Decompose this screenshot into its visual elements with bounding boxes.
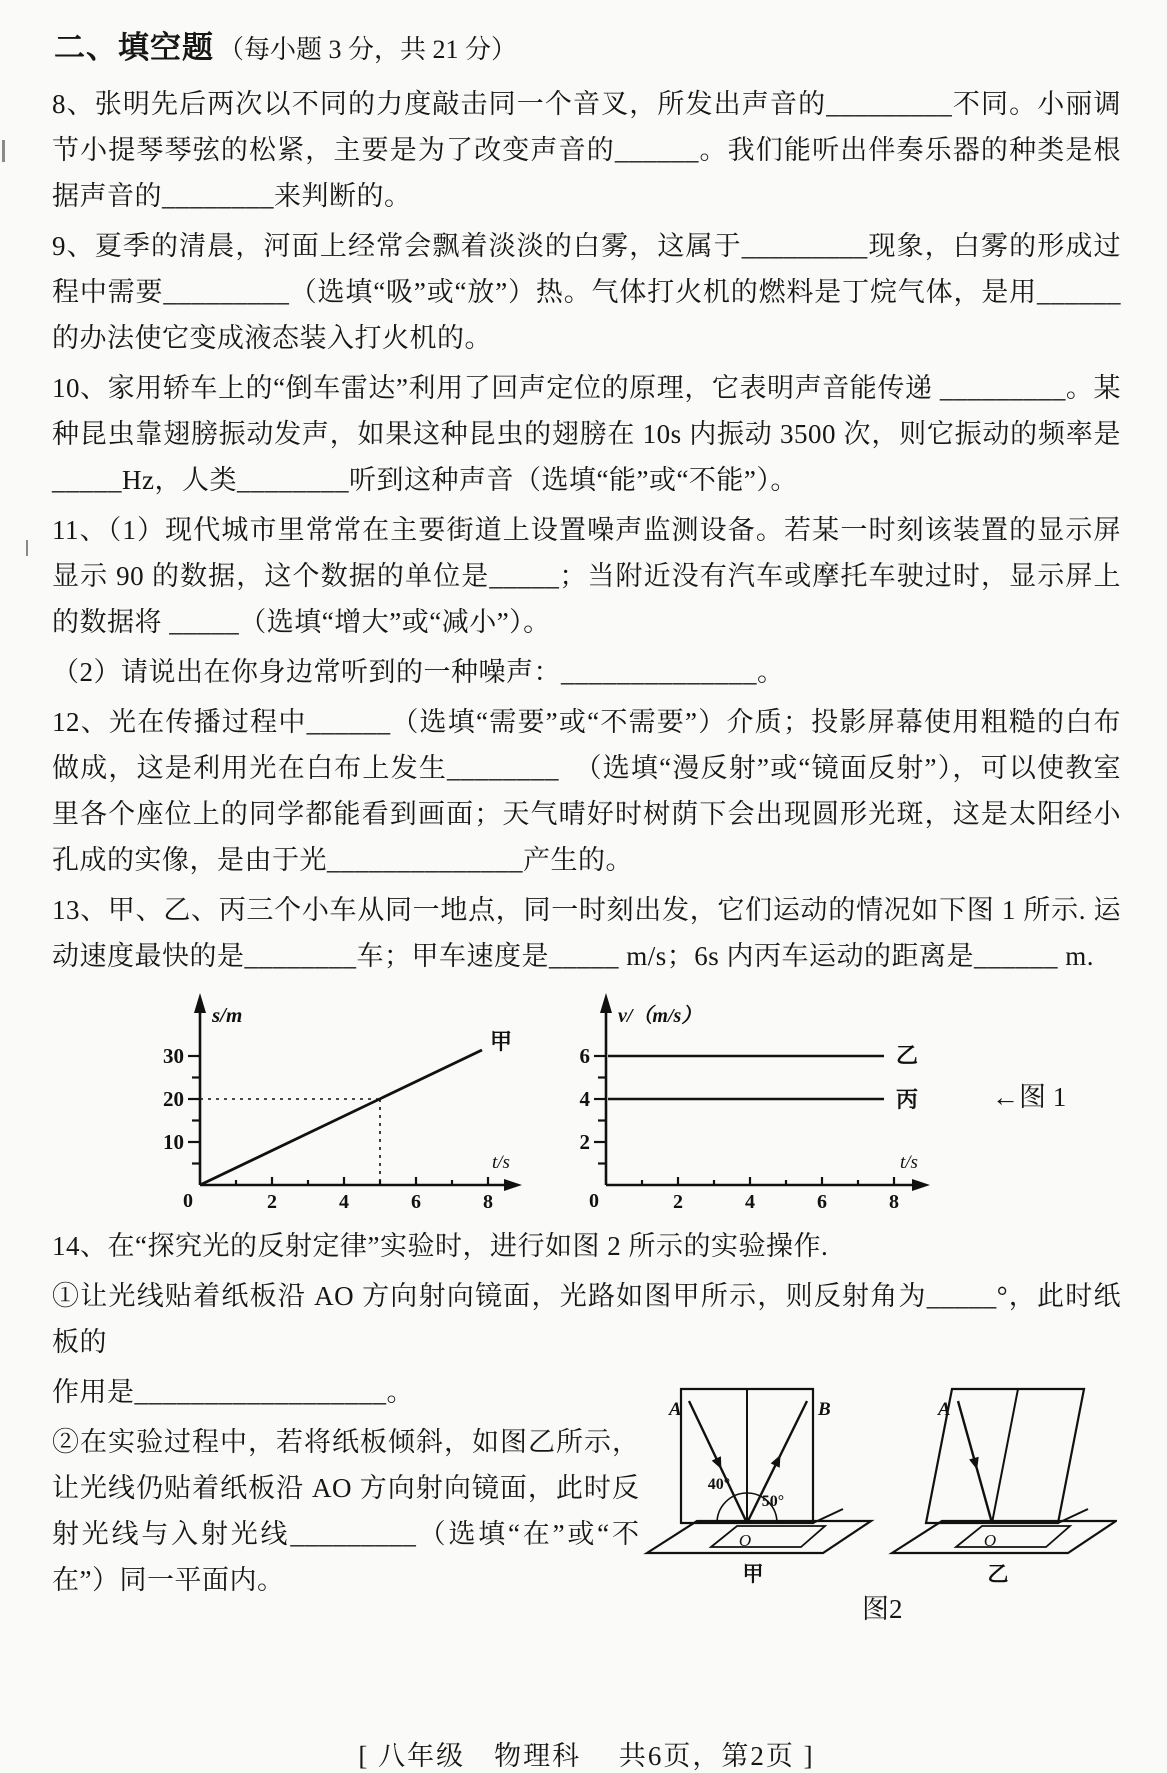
x-tick-label: 8 xyxy=(889,1191,899,1213)
incident-ray-arrow-yi xyxy=(970,1457,980,1470)
y-tick-label: 10 xyxy=(163,1130,184,1154)
figure-1 xyxy=(148,989,1121,1217)
x-axis-arrow xyxy=(504,1179,522,1191)
x-tick-label: 6 xyxy=(817,1191,827,1213)
angle-50-label: 50° xyxy=(762,1493,785,1510)
x-tick-label: 8 xyxy=(483,1191,493,1213)
y-tick-label: 4 xyxy=(579,1087,590,1111)
mirror-strip-jia xyxy=(711,1526,825,1547)
question-11-part2: （2）请说出在你身边常听到的一种噪声：______________。 xyxy=(52,657,785,687)
y-tick-label: 2 xyxy=(579,1130,590,1154)
question-14-text-column xyxy=(52,1369,639,1607)
question-11-part1: 11、（1）现代城市里常常在主要街道上设置噪声监测设备。若某一时刻该装置的显示屏显示 90 的数据，这个数据的单位是_____；当附近没有汽车或摩托车驶过时，显示屏上的数据将 _____（选填“增大”或“减小”）。 xyxy=(52,515,1121,637)
point-o-label-yi: O xyxy=(984,1531,997,1550)
section-title: 二、填空题 xyxy=(54,30,214,65)
point-a-label: A xyxy=(669,1399,683,1420)
section-note: （每小题 3 分，共 21 分） xyxy=(218,35,518,64)
diagram-jia-label: 甲 xyxy=(742,1562,764,1585)
diagram-yi xyxy=(892,1389,1116,1585)
x-tick-label: 2 xyxy=(267,1191,277,1213)
x-axis-arrow xyxy=(912,1179,930,1191)
figure1-velocity-time-graph xyxy=(554,989,974,1217)
figure-2-caption: 图2 xyxy=(861,1594,903,1624)
series-bing-label: 丙 xyxy=(896,1087,919,1112)
question-14-sub1-line1: ①让光线贴着纸板沿 AO 方向射向镜面，光路如图甲所示，则反射角为_____°，此时纸板的 xyxy=(52,1281,1121,1357)
x-axis-label: t/s xyxy=(900,1152,918,1173)
x-tick-label: 6 xyxy=(411,1191,421,1213)
question-14-sub1-line2: 作用是__________________。 xyxy=(52,1377,414,1407)
scan-artifact xyxy=(2,140,5,162)
y-axis-arrow xyxy=(194,993,206,1013)
angle-40-label: 40° xyxy=(708,1476,731,1493)
diagram-jia xyxy=(647,1389,871,1585)
mirror-strip-yi xyxy=(956,1526,1070,1547)
point-a-label-yi: A xyxy=(938,1399,952,1420)
y-axis-label: s/m xyxy=(212,1003,243,1027)
point-o-label: O xyxy=(739,1531,752,1550)
question-13: 13、甲、乙、丙三个小车从同一地点，同一时刻出发，它们运动的情况如下图 1 所示. 运动速度最快的是________车；甲车速度是_____ m/s；6s 内丙车运动的距离是______ m. xyxy=(52,895,1121,971)
page-footer: [ 八年级 物理科 共6页，第2页 ] xyxy=(358,1741,815,1771)
question-14-block xyxy=(52,1369,1121,1626)
question-14-intro: 14、在“探究光的反射定律”实验时，进行如图 2 所示的实验操作. xyxy=(52,1231,829,1261)
diagram-yi-label: 乙 xyxy=(987,1562,1009,1585)
figure-1-caption: ←图 1 xyxy=(992,1082,1067,1112)
y-tick-label: 20 xyxy=(163,1087,184,1111)
figure2-reflection-diagrams xyxy=(643,1373,1117,1585)
y-tick-label: 30 xyxy=(163,1044,184,1068)
y-tick-label: 6 xyxy=(579,1044,590,1068)
series-jia-label: 甲 xyxy=(490,1029,513,1054)
x-tick-label: 2 xyxy=(673,1191,683,1213)
figure-2 xyxy=(643,1373,1121,1626)
y-axis-label: v/（m/s） xyxy=(618,1005,702,1027)
question-8: 8、张明先后两次以不同的力度敲击同一个音叉，所发出声音的_________不同。小丽调节小提琴琴弦的松紧，主要是为了改变声音的______。我们能听出伴奏乐器的种类是根据声音的________来判断的。 xyxy=(52,89,1121,211)
fold-line-yi xyxy=(992,1389,1018,1523)
series-yi-label: 乙 xyxy=(896,1043,919,1068)
x-tick-label: 4 xyxy=(745,1191,755,1213)
question-9: 9、夏季的清晨，河面上经常会飘着淡淡的白雾，这属于_________现象，白雾的形成过程中需要_________（选填“吸”或“放”）热。气体打火机的燃料是丁烷气体，是用______的办法使它变成液态装入打火机的。 xyxy=(52,231,1121,353)
series-jia-line xyxy=(200,1050,482,1185)
point-b-label: B xyxy=(818,1399,832,1420)
origin-label: 0 xyxy=(589,1190,599,1212)
x-tick-label: 4 xyxy=(339,1191,349,1213)
origin-label: 0 xyxy=(183,1190,193,1212)
question-12: 12、光在传播过程中______（选填“需要”或“不需要”）介质；投影屏幕使用粗糙的白布做成，这是利用光在白布上发生________ （选填“漫反射”或“镜面反射”），可以使教室里各个座位上的同学都能看到画面；天气晴好时树荫下会出现圆形光斑，这是太阳经小孔成的实像，是由于光______________产生的。 xyxy=(52,707,1121,875)
figure1-distance-time-graph xyxy=(148,989,548,1217)
question-14-sub2: ②在实验过程中，若将纸板倾斜，如图乙所示，让光线仍贴着纸板沿 AO 方向射向镜面，此时反射光线与入射光线_________（选填“在”或“不在”）同一平面内。 xyxy=(52,1427,640,1595)
x-axis-label: t/s xyxy=(492,1152,510,1173)
question-10: 10、家用轿车上的“倒车雷达”利用了回声定位的原理，它表明声音能传递 _________。某种昆虫靠翅膀振动发声，如果这种昆虫的翅膀在 10s 内振动 3500 次，则它振动的频率是 _____Hz，人类________听到这种声音（选填“能”或“不能”）。 xyxy=(52,373,1121,495)
section-header xyxy=(54,22,1121,67)
y-axis-arrow xyxy=(600,993,612,1013)
scan-artifact xyxy=(26,540,28,556)
